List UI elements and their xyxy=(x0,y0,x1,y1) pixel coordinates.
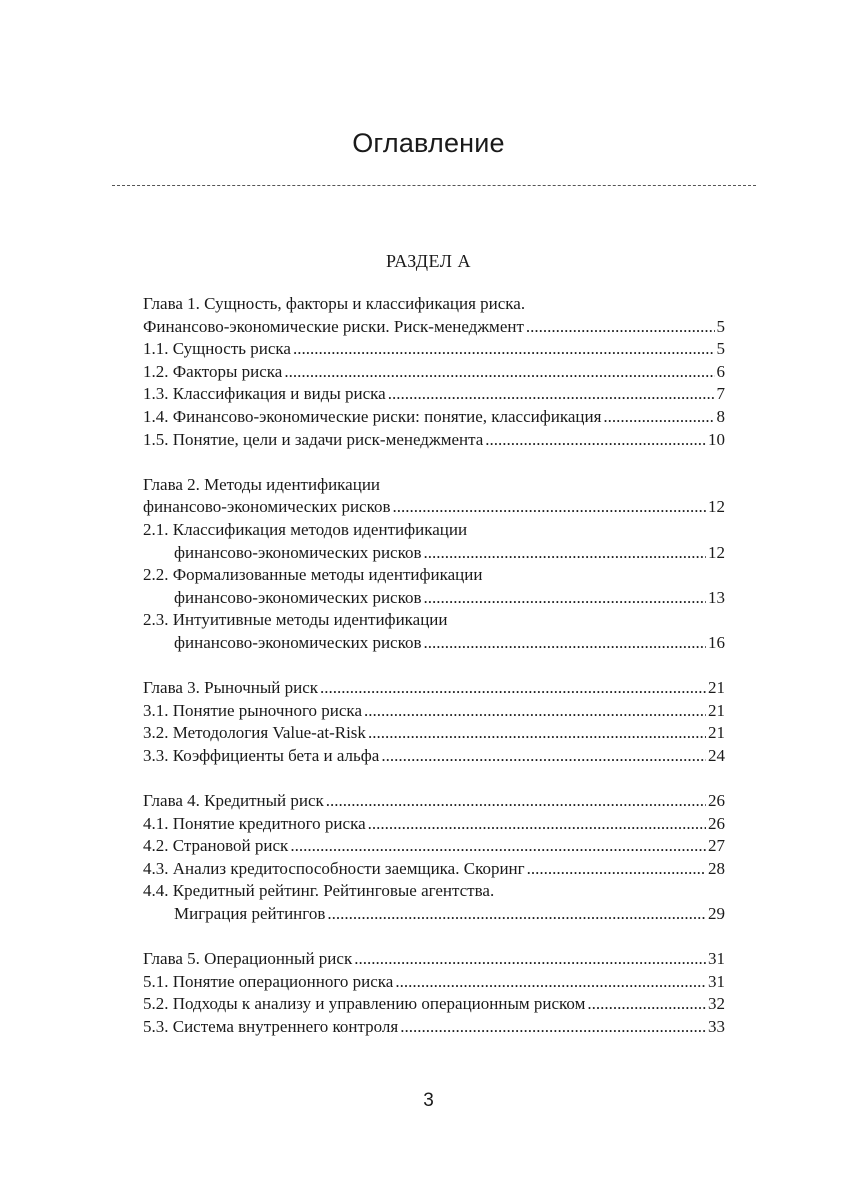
toc-entry-title: 3.1. Понятие рыночного риска xyxy=(143,700,362,720)
toc-entry[interactable] xyxy=(143,383,725,406)
toc-chapter-title: Глава 3. Рыночный риск xyxy=(143,678,319,698)
toc-page-number: 16 xyxy=(708,632,725,652)
toc-page-number: 29 xyxy=(708,904,725,924)
toc-entry-title: 1.4. Финансово-экономические риски: понятие, классификация xyxy=(143,406,602,426)
toc-entry-title: 4.3. Анализ кредитоспособности заемщика. Скоринг xyxy=(143,858,525,878)
leader-dots xyxy=(587,993,706,1016)
leader-dots xyxy=(293,338,715,361)
toc-entry-title: 4.4. Кредитный рейтинг. Рейтинговые агентства. xyxy=(143,881,495,901)
toc-page-number: 7 xyxy=(716,384,725,404)
leader-dots xyxy=(395,971,706,994)
toc-page-number: 5 xyxy=(716,316,725,336)
toc-entry-title: Миграция рейтингов xyxy=(174,904,326,924)
toc-entry-title: финансово-экономических рисков xyxy=(174,632,422,652)
leader-dots xyxy=(388,383,715,406)
toc-entry-title: 2.3. Интуитивные методы идентификации xyxy=(143,610,448,630)
toc-page-number: 21 xyxy=(708,700,725,720)
toc-page-number: 26 xyxy=(708,791,725,811)
toc-chapter-title: Финансово-экономические риски. Риск-менеджмент xyxy=(143,316,524,336)
toc-entry xyxy=(143,519,725,542)
toc-page-number: 8 xyxy=(716,406,725,426)
toc-entry[interactable] xyxy=(143,971,725,994)
toc-chapter-title: Глава 2. Методы идентификации xyxy=(143,474,381,494)
toc-chapter-heading[interactable] xyxy=(143,948,725,971)
toc-page-number: 26 xyxy=(708,813,725,833)
toc-chapter-1 xyxy=(143,293,725,451)
toc-entry[interactable] xyxy=(143,745,725,768)
toc-entry xyxy=(143,609,725,632)
toc-entry xyxy=(143,564,725,587)
leader-dots xyxy=(364,700,706,723)
toc-chapter-heading[interactable] xyxy=(143,496,725,519)
toc-entry[interactable] xyxy=(143,429,725,452)
toc-chapter-heading[interactable] xyxy=(143,677,725,700)
toc-entry-title: 3.2. Методология Value-at-Risk xyxy=(143,723,366,743)
toc-chapter-title: финансово-экономических рисков xyxy=(143,497,391,517)
leader-dots xyxy=(326,790,706,813)
toc-chapter-title: Глава 1. Сущность, факторы и классификация риска. xyxy=(143,294,526,313)
toc-chapter-heading[interactable] xyxy=(143,316,725,339)
toc-entry[interactable] xyxy=(143,632,725,655)
toc-page-number: 27 xyxy=(708,836,725,856)
toc-page-number: 6 xyxy=(716,361,725,381)
toc-page-number: 12 xyxy=(708,542,725,562)
toc-chapter-title: Глава 5. Операционный риск xyxy=(143,949,353,969)
toc-page-number: 31 xyxy=(708,971,725,991)
toc-page-number: 33 xyxy=(708,1017,725,1036)
toc-entry-title: 1.2. Факторы риска xyxy=(143,361,283,381)
toc-chapter-heading xyxy=(143,293,725,316)
toc-entry-title: 1.3. Классификация и виды риска xyxy=(143,384,386,404)
toc-entry-title: финансово-экономических рисков xyxy=(174,587,422,607)
leader-dots xyxy=(527,858,706,881)
toc-entry[interactable] xyxy=(143,993,725,1016)
toc-page-number: 31 xyxy=(708,949,725,969)
toc-entry[interactable] xyxy=(143,700,725,723)
toc-entry[interactable] xyxy=(143,722,725,745)
title-divider xyxy=(112,185,756,186)
leader-dots xyxy=(368,722,706,745)
leader-dots xyxy=(354,948,706,971)
toc-page-number: 24 xyxy=(708,745,725,765)
toc-entry[interactable] xyxy=(143,1016,725,1039)
toc-entry-title: 5.1. Понятие операционного риска xyxy=(143,971,394,991)
table-of-contents xyxy=(143,293,725,1061)
toc-chapter-4 xyxy=(143,790,725,926)
toc-page-number: 13 xyxy=(708,587,725,607)
toc-page-number: 28 xyxy=(708,858,725,878)
leader-dots xyxy=(327,903,706,926)
toc-entry-title: 5.2. Подходы к анализу и управлению операционным риском xyxy=(143,994,586,1014)
toc-entry[interactable] xyxy=(143,361,725,384)
toc-entry[interactable] xyxy=(143,338,725,361)
leader-dots xyxy=(290,835,706,858)
toc-entry-title: 1.5. Понятие, цели и задачи риск-менеджмента xyxy=(143,429,484,449)
toc-entry[interactable] xyxy=(143,835,725,858)
toc-page-number: 21 xyxy=(708,678,725,698)
toc-entry-title: 4.1. Понятие кредитного риска xyxy=(143,813,366,833)
leader-dots xyxy=(424,587,706,610)
leader-dots xyxy=(424,632,706,655)
toc-page-number: 32 xyxy=(708,994,725,1014)
toc-entry[interactable] xyxy=(143,813,725,836)
toc-entry xyxy=(143,880,725,903)
toc-chapter-5 xyxy=(143,948,725,1038)
toc-chapter-title: Глава 4. Кредитный риск xyxy=(143,791,324,811)
leader-dots xyxy=(284,361,714,384)
toc-page-number: 5 xyxy=(716,339,725,359)
leader-dots xyxy=(320,677,706,700)
toc-entry-title: 5.3. Система внутреннего контроля xyxy=(143,1017,399,1036)
toc-entry[interactable] xyxy=(143,406,725,429)
leader-dots xyxy=(526,316,715,339)
toc-chapter-2 xyxy=(143,474,725,655)
section-heading: РАЗДЕЛ А xyxy=(386,251,471,271)
toc-entry-title: 1.1. Сущность риска xyxy=(143,339,291,359)
page-number: 3 xyxy=(423,1090,434,1111)
leader-dots xyxy=(381,745,706,768)
toc-entry-title: финансово-экономических рисков xyxy=(174,542,422,562)
toc-chapter-3 xyxy=(143,677,725,767)
toc-entry[interactable] xyxy=(143,587,725,610)
toc-entry-title: 2.1. Классификация методов идентификации xyxy=(143,519,468,539)
toc-chapter-heading[interactable] xyxy=(143,790,725,813)
leader-dots xyxy=(368,813,706,836)
toc-entry[interactable] xyxy=(143,903,725,926)
leader-dots xyxy=(400,1016,706,1039)
leader-dots xyxy=(393,496,706,519)
toc-page-number: 12 xyxy=(708,497,725,517)
leader-dots xyxy=(485,429,706,452)
toc-page-number: 21 xyxy=(708,723,725,743)
toc-page-number: 10 xyxy=(708,429,725,449)
toc-chapter-heading xyxy=(143,474,725,497)
toc-entry-title: 3.3. Коэффициенты бета и альфа xyxy=(143,745,380,765)
toc-entry-title: 4.2. Страновой риск xyxy=(143,836,289,856)
toc-entry[interactable] xyxy=(143,542,725,565)
toc-entry[interactable] xyxy=(143,858,725,881)
leader-dots xyxy=(603,406,714,429)
leader-dots xyxy=(424,542,706,565)
page-title: Оглавление xyxy=(352,128,505,158)
toc-entry-title: 2.2. Формализованные методы идентификации xyxy=(143,565,483,585)
